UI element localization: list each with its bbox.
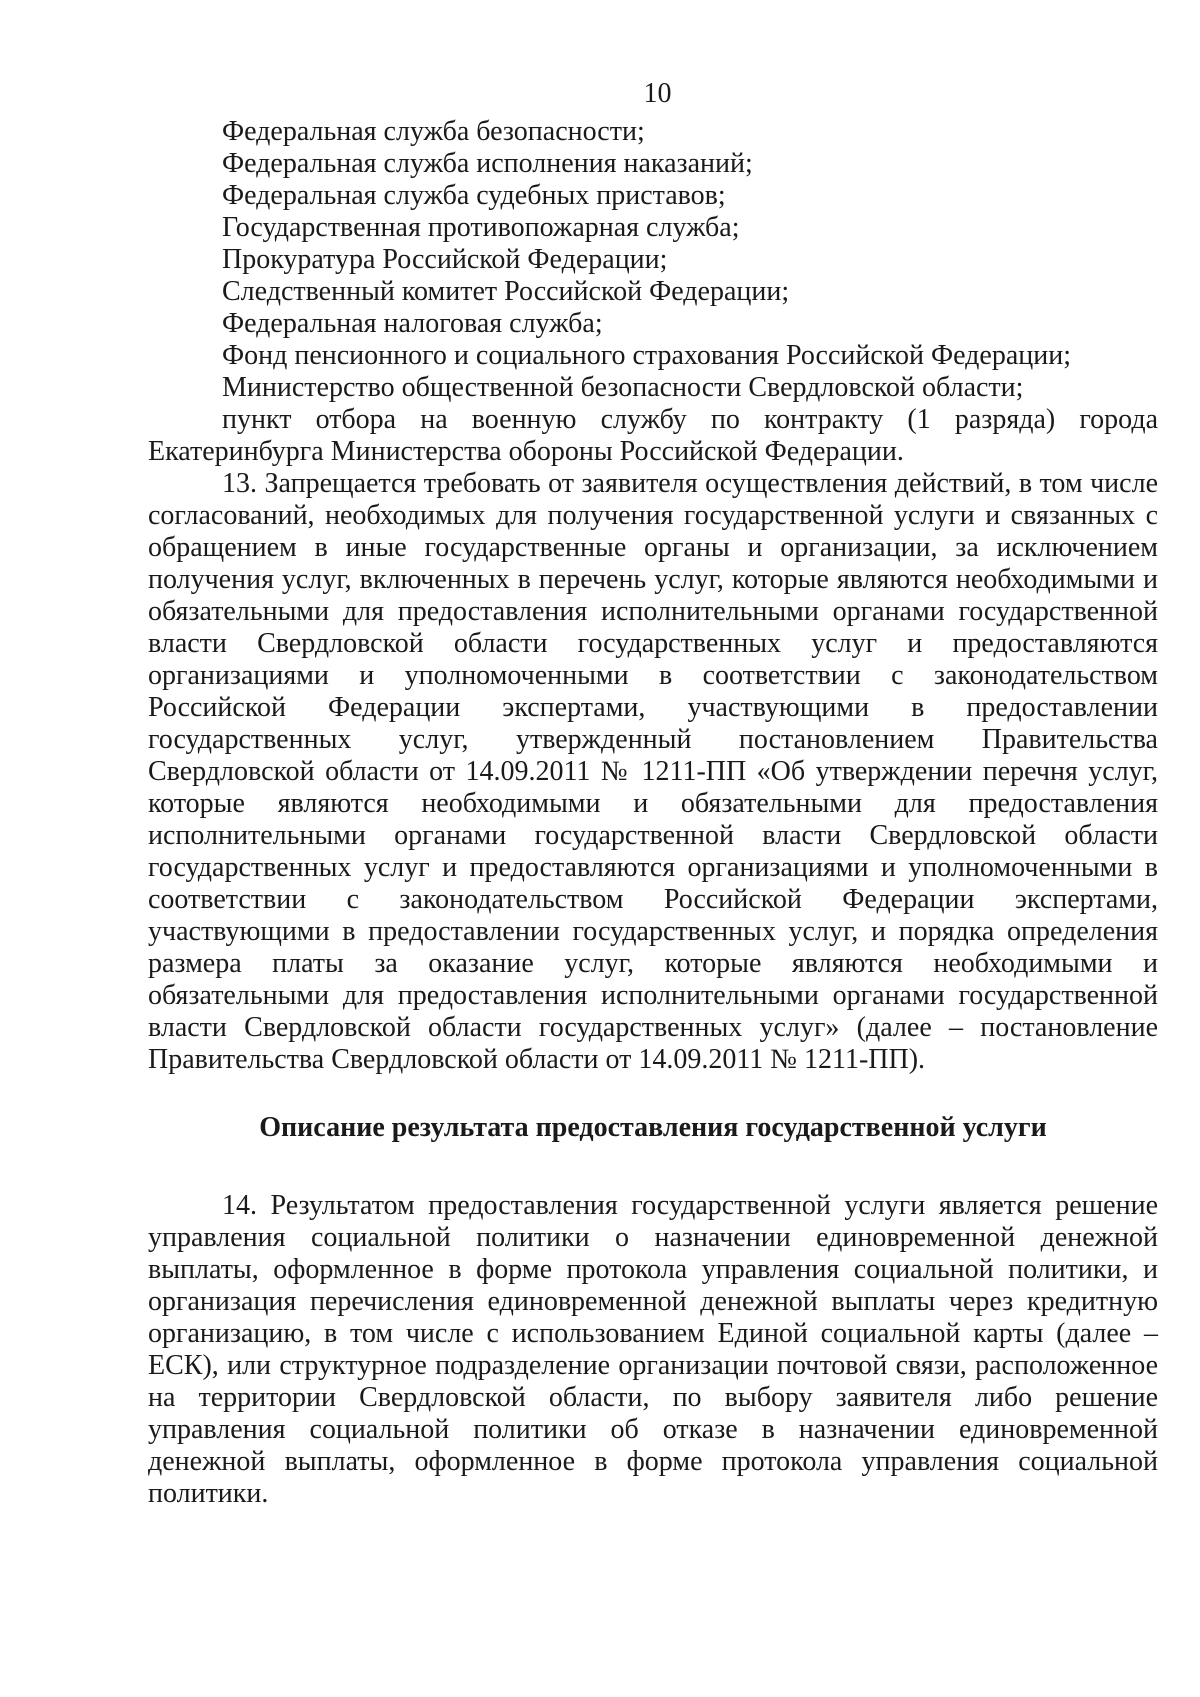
list-item: Прокуратура Российской Федерации; <box>222 244 668 275</box>
list-item: Фонд пенсионного и социального страхования Российской Федерации; <box>222 340 1071 371</box>
list-item: Федеральная служба безопасности; <box>222 116 645 147</box>
item-14-paragraph <box>148 1190 1158 1510</box>
list-item: Следственный комитет Российской Федерации; <box>222 276 790 307</box>
military-point-paragraph <box>148 404 1158 468</box>
list-item: Государственная противопожарная служба; <box>222 212 740 243</box>
page-number: 10 <box>643 78 672 109</box>
list-item: Федеральная служба исполнения наказаний; <box>222 148 753 179</box>
list-item: Федеральная налоговая служба; <box>222 308 603 339</box>
paragraph-13: 13. Запрещается требовать от заявителя осуществления действий, в том числе согласований, необходимых для получения государственной услуги и связанных с обращением в иные государственные органы и организации, за исключением получения услуг, включенных в перечень услуг, которые являются необходимыми и обязательными для предоставления исполнительными органами государственной власти Свердловской области государственных услуг и предоставляются организациями и уполномоченными в соответствии с законодательством Российской Федерации экспертами, участвующими в предоставлении государственных услуг, утвержденный постановлением Правительства Свердловской области от 14.09.2011 № 1211-ПП «Об утверждении перечня услуг, которые являются необходимыми и обязательными для предоставления исполнительными органами государственной власти Свердловской области государственных услуг и предоставляются организациями и уполномоченными в соответствии с законодательством Российской Федерации экспертами, участвующими в предоставлении государственных услуг, и порядка определения размера платы за оказание услуг, которые являются необходимыми и обязательными для предоставления исполнительными органами государственной власти Свердловской области государственных услуг» (далее – постановление Правительства Свердловской области от 14.09.2011 № 1211-ПП). <box>148 468 1158 1075</box>
list-item: Министерство общественной безопасности Свердловской области; <box>222 372 1024 403</box>
paragraph-14: 14. Результатом предоставления государственной услуги является решение управления социальной политики о назначении единовременной денежной выплаты, оформленное в форме протокола управления социальной политики, и организация перечисления единовременной денежной выплаты через кредитную организацию, в том числе с использованием Единой социальной карты (далее – ЕСК), или структурное подразделение организации почтовой связи, расположенное на территории Свердловской области, по выбору заявителя либо решение управления социальной политики об отказе в назначении единовременной денежной выплаты, оформленное в форме протокола управления социальной политики. <box>148 1190 1158 1509</box>
section-heading: Описание результата предоставления государственной услуги <box>259 1112 1047 1143</box>
item-13-paragraph <box>148 468 1158 1076</box>
list-item: Федеральная служба судебных приставов; <box>222 180 726 211</box>
list-item-military-point: пункт отбора на военную службу по контракту (1 разряда) города Екатеринбурга Министерства обороны Российской Федерации. <box>148 404 1158 467</box>
agency-list <box>148 116 1158 404</box>
